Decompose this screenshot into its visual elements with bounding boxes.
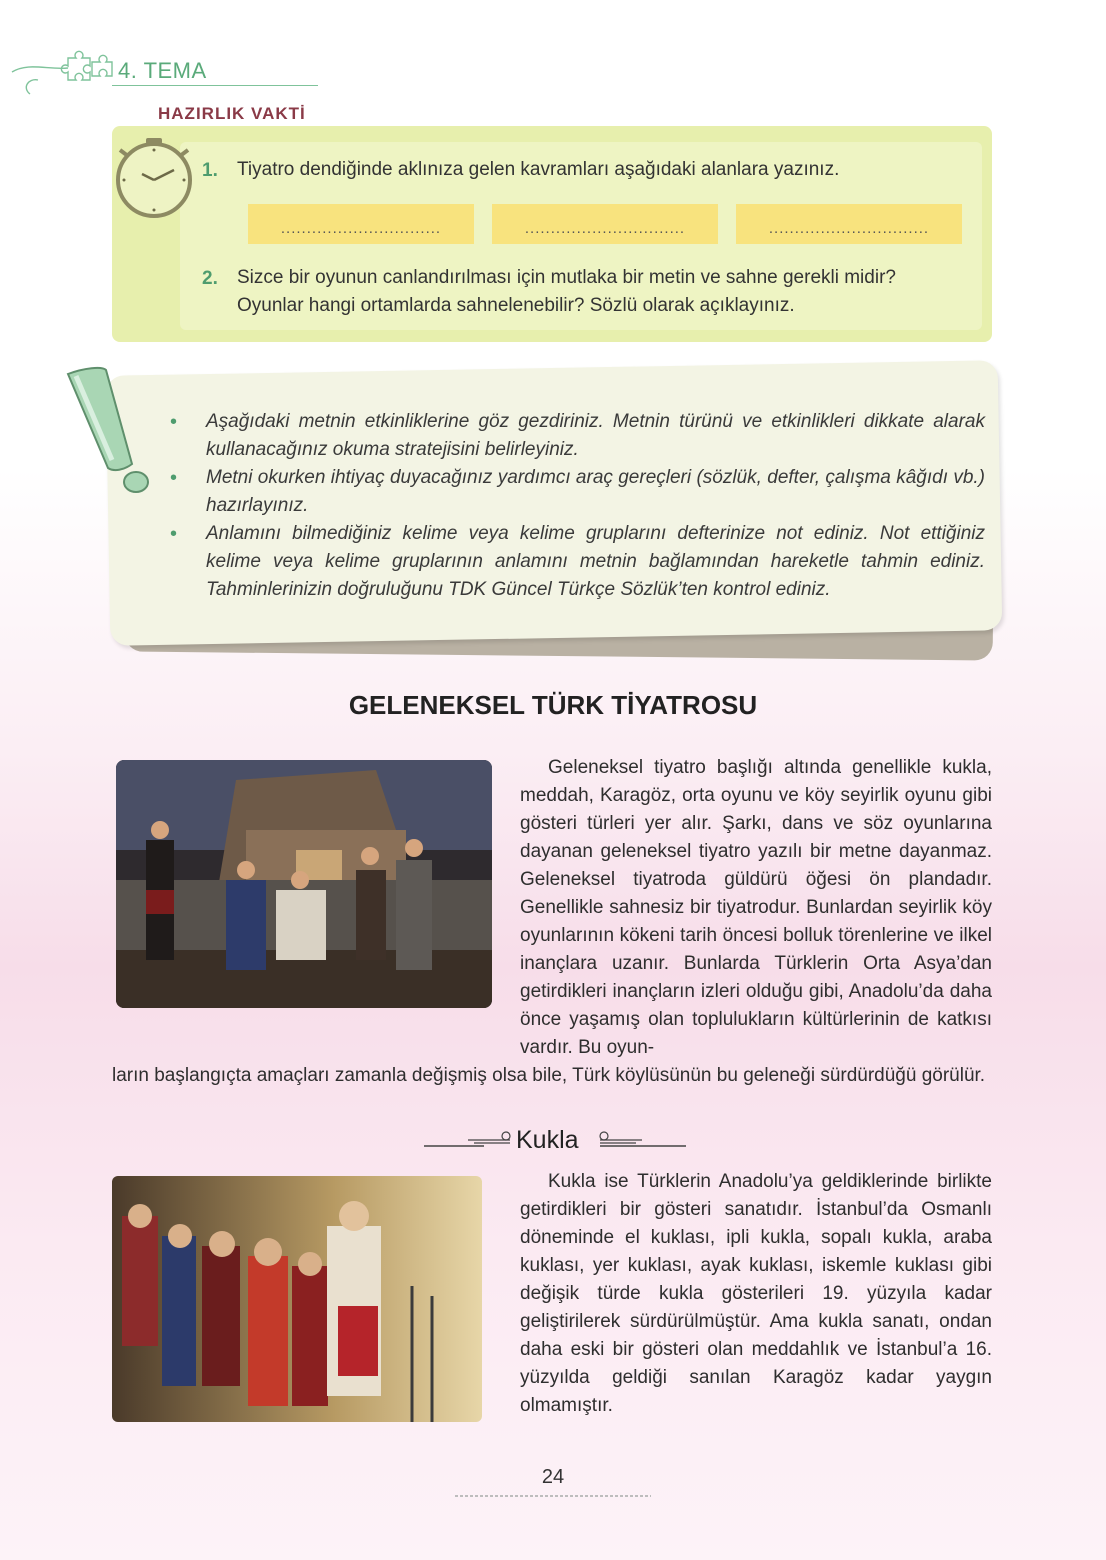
answer-field[interactable]: ............................... [248,204,474,244]
exclamation-icon [62,364,158,498]
bullet: • [170,523,178,545]
answer-field[interactable]: ............................... [736,204,962,244]
theme-underline [112,85,318,86]
instruction-list [170,408,985,604]
bullet: • [170,467,178,489]
article-title: GELENEKSEL TÜRK TİYATROSU [348,690,758,720]
question-2-line-2: Oyunlar hangi ortamlarda sahnelenebilir? Sözlü olarak açıklayınız. [237,295,795,316]
theatre-stage-photo [116,760,492,1008]
question-1-text: Tiyatro dendiğinde aklınıza gelen kavramları aşağıdaki alanlara yazınız. [237,159,840,180]
puzzle-icon [8,44,116,100]
stopwatch-icon [112,136,196,220]
instruction-item: • Aşağıdaki metnin etkinliklerine göz gezdiriniz. Metnin türünü ve etkinlikleri dikkate alarak kullanacağınız okuma stratejisini belirleyiniz. [170,408,985,464]
subheading-kukla: Kukla [516,1126,579,1154]
question-2-line-1: Sizce bir oyunun canlandırılması için mutlaka bir metin ve sahne gerekli midir? [237,267,896,288]
question-1-number: 1. [202,160,218,181]
bullet: • [170,411,178,433]
instruction-item: • Anlamını bilmediğiniz kelime veya kelime gruplarını defterinize not ediniz. Not ettiğiniz kelime veya kelime gruplarının anlamını metnin bağlamından hareketle tahmin ediniz. Tahminlerinizin doğruluğunu TDK Güncel Türkçe Sözlük’ten kontrol ediniz. [170,520,985,604]
theme-label: 4. TEMA [118,58,207,83]
puppets-photo [112,1176,482,1422]
article-paragraph-1: Geleneksel tiyatro başlığı altında genellikle kukla, meddah, Karagöz, orta oyunu ve köy seyirlik oyunu gibi gösteri türleri yer alır. Şarkı, dans ve söz oyunlarına dayanan geleneksel tiyatro yazılı bir metne dayanmaz. Geleneksel tiyatroda güldürü öğesi ön plandadır. Genellikle sahnesiz bir tiyatrodur. Bunlardan seyirlik köy oyunlarının kökeni tarih öncesi bolluk törenlerine ve ilkel inançlara uzanır. Bunlarda Türklerin Orta Asya’dan getirdikleri inançların izleri olduğu gibi, Anadolu’da daha önce yaşamış olan toplulukların kültürlerinin de katkısı vardır. Bu oyun- [520,757,992,1058]
answer-field[interactable]: ............................... [492,204,718,244]
article-paragraph-1-continued: ların başlangıçta amaçları zamanla değişmiş olsa bile, Türk köylüsünün bu geleneği sürdürdüğü görülür. [112,1065,986,1086]
instruction-item: • Metni okurken ihtiyaç duyacağınız yardımcı araç gereçleri (sözlük, defter, çalışma kâğıdı vb.) hazırlayınız. [170,464,985,520]
page-number-ornament [455,1493,651,1499]
page-number: 24 [541,1466,565,1488]
section-title: HAZIRLIK VAKTİ [158,104,306,123]
question-2-number: 2. [202,268,218,289]
article-paragraph-2: Kukla ise Türklerin Anadolu’ya geldiklerinde birlikte getirdikleri bir gösteri sanatıdır. İstanbul’da Osmanlı döneminde el kuklası, ipli kukla, sopalı kukla, araba kuklası, yer kuklası, ayak kuklası, iskemle kuklası gibi değişik türde kukla gösterileri 19. yüzyıla kadar geliştirilerek sürdürülmüştür. Ama kukla sanatı, ondan daha eski bir gösteri olan meddahlık ve İstanbul’a 16. yüzyılda geldiği sanılan Karagöz kadar yaygın olmamıştır. [520,1171,992,1416]
